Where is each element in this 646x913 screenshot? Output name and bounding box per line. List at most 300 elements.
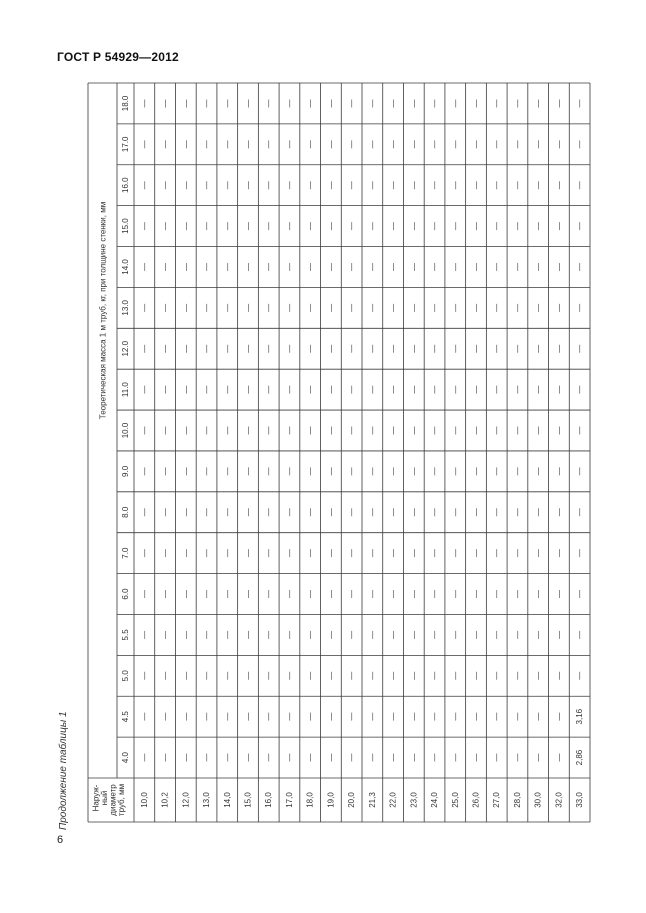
mass-cell: — xyxy=(222,303,232,312)
diameter-cell: 13,0 xyxy=(202,792,212,808)
mass-cell: — xyxy=(243,630,253,639)
mass-cell: — xyxy=(409,222,419,231)
mass-cell: — xyxy=(533,99,543,108)
mass-cell: — xyxy=(181,303,191,312)
mass-cell: — xyxy=(533,549,543,558)
mass-cell: — xyxy=(284,630,294,639)
mass-cell: — xyxy=(533,590,543,599)
mass-cell: — xyxy=(243,712,253,721)
mass-cell: — xyxy=(533,140,543,149)
mass-cell: — xyxy=(450,140,460,149)
mass-cell: — xyxy=(202,508,212,517)
mass-cell: — xyxy=(347,222,357,231)
mass-cell: — xyxy=(471,590,481,599)
mass-cell: — xyxy=(409,181,419,190)
mass-cell: — xyxy=(264,467,274,476)
mass-cell: — xyxy=(347,508,357,517)
mass-cell: — xyxy=(305,262,315,271)
mass-cell: — xyxy=(326,426,336,435)
mass-cell: — xyxy=(492,385,502,394)
mass-cell: — xyxy=(264,549,274,558)
mass-cell: — xyxy=(450,344,460,353)
mass-cell: — xyxy=(264,344,274,353)
mass-cell: — xyxy=(243,671,253,680)
diameter-cell: 22,0 xyxy=(388,792,398,808)
diameter-cell: 27,0 xyxy=(492,792,502,808)
mass-cell: — xyxy=(388,385,398,394)
mass-cell: — xyxy=(305,590,315,599)
mass-cell: — xyxy=(347,303,357,312)
mass-cell: — xyxy=(492,426,502,435)
mass-cell: — xyxy=(326,140,336,149)
mass-cell: — xyxy=(575,222,585,231)
mass-cell: — xyxy=(222,467,232,476)
mass-cell: — xyxy=(492,671,502,680)
mass-cell: — xyxy=(139,426,149,435)
mass-cell: — xyxy=(554,753,564,762)
mass-cell: — xyxy=(139,99,149,108)
diameter-cell: 10,2 xyxy=(160,792,170,808)
mass-cell: — xyxy=(222,590,232,599)
mass-cell: — xyxy=(492,181,502,190)
mass-cell: — xyxy=(284,181,294,190)
mass-cell: — xyxy=(450,549,460,558)
mass-cell: — xyxy=(222,140,232,149)
mass-cell: — xyxy=(305,426,315,435)
mass-cell: — xyxy=(492,99,502,108)
mass-cell: — xyxy=(222,426,232,435)
mass-cell: — xyxy=(388,222,398,231)
thickness-header-5.5: 5.5 xyxy=(121,629,130,641)
mass-cell: — xyxy=(347,385,357,394)
diameter-cell: 18,0 xyxy=(305,792,315,808)
mass-cell: — xyxy=(575,590,585,599)
mass-cell: — xyxy=(160,99,170,108)
mass-cell: — xyxy=(222,753,232,762)
mass-cell: — xyxy=(243,303,253,312)
mass-cell: — xyxy=(575,467,585,476)
mass-cell: 3,16 xyxy=(575,708,585,725)
mass-cell: — xyxy=(367,671,377,680)
document-header: ГОСТ Р 54929—2012 xyxy=(57,50,179,64)
mass-cell: — xyxy=(202,99,212,108)
mass-cell: — xyxy=(139,262,149,271)
mass-cell: — xyxy=(409,671,419,680)
mass-cell: — xyxy=(284,467,294,476)
mass-cell: — xyxy=(181,426,191,435)
thickness-header-18.0: 18.0 xyxy=(121,95,130,112)
mass-cell: — xyxy=(554,671,564,680)
thickness-header-5.0: 5.0 xyxy=(121,670,130,682)
mass-cell: — xyxy=(347,712,357,721)
mass-cell: — xyxy=(388,508,398,517)
mass-cell: — xyxy=(347,630,357,639)
mass-cell: — xyxy=(554,508,564,517)
mass-cell: — xyxy=(139,140,149,149)
mass-cell: — xyxy=(243,426,253,435)
mass-cell: — xyxy=(575,508,585,517)
stub-header-line: диаметр xyxy=(108,784,118,816)
mass-cell: — xyxy=(181,671,191,680)
mass-cell: — xyxy=(409,590,419,599)
mass-cell: — xyxy=(284,262,294,271)
mass-cell: — xyxy=(367,426,377,435)
mass-cell: — xyxy=(222,99,232,108)
mass-cell: — xyxy=(367,753,377,762)
mass-cell: — xyxy=(305,671,315,680)
mass-cell: — xyxy=(388,671,398,680)
mass-cell: — xyxy=(430,140,440,149)
mass-cell: — xyxy=(347,140,357,149)
mass-cell: — xyxy=(471,508,481,517)
mass-cell: — xyxy=(243,222,253,231)
mass-cell: — xyxy=(575,549,585,558)
mass-cell: — xyxy=(181,753,191,762)
mass-cell: — xyxy=(367,590,377,599)
mass-cell: — xyxy=(264,671,274,680)
mass-cell: — xyxy=(305,344,315,353)
mass-cell: — xyxy=(575,385,585,394)
mass-cell: — xyxy=(202,712,212,721)
mass-cell: — xyxy=(160,344,170,353)
mass-cell: — xyxy=(575,303,585,312)
mass-cell: — xyxy=(222,222,232,231)
mass-cell: — xyxy=(512,590,522,599)
mass-cell: — xyxy=(533,344,543,353)
mass-cell: — xyxy=(243,590,253,599)
thickness-header-16.0: 16.0 xyxy=(121,177,130,193)
mass-cell: — xyxy=(264,181,274,190)
mass-cell: — xyxy=(264,262,274,271)
mass-cell: — xyxy=(305,222,315,231)
mass-cell: — xyxy=(430,549,440,558)
mass-cell: — xyxy=(202,385,212,394)
mass-cell: — xyxy=(202,549,212,558)
mass-cell: — xyxy=(181,467,191,476)
stub-header-line: труб, мм xyxy=(117,783,126,817)
mass-cell: — xyxy=(471,181,481,190)
mass-cell: — xyxy=(160,262,170,271)
mass-cell: — xyxy=(243,508,253,517)
mass-cell: — xyxy=(512,344,522,353)
diameter-cell: 33,0 xyxy=(575,792,585,808)
mass-cell: — xyxy=(388,99,398,108)
stub-header-line: ный xyxy=(100,790,109,806)
thickness-header-8.0: 8.0 xyxy=(121,506,130,518)
mass-cell: — xyxy=(471,99,481,108)
mass-cell: — xyxy=(388,590,398,599)
mass-cell: — xyxy=(243,753,253,762)
mass-cell: — xyxy=(367,630,377,639)
group-header: Теоретическая масса 1 м труб, кг, при толщине стенки, мм xyxy=(98,201,108,420)
mass-cell: — xyxy=(492,630,502,639)
thickness-header-13.0: 13.0 xyxy=(121,300,130,316)
mass-cell: — xyxy=(512,99,522,108)
mass-cell: — xyxy=(533,712,543,721)
mass-cell: — xyxy=(492,508,502,517)
mass-cell: — xyxy=(512,753,522,762)
mass-cell: — xyxy=(450,222,460,231)
mass-cell: — xyxy=(367,712,377,721)
mass-cell: — xyxy=(554,385,564,394)
mass-cell: — xyxy=(471,222,481,231)
diameter-cell: 15,0 xyxy=(243,792,253,808)
mass-cell: — xyxy=(264,508,274,517)
mass-cell: — xyxy=(533,426,543,435)
thickness-header-14.0: 14.0 xyxy=(121,259,130,275)
thickness-header-11.0: 11.0 xyxy=(121,382,130,398)
mass-cell: — xyxy=(575,426,585,435)
mass-cell: — xyxy=(430,671,440,680)
diameter-cell: 12,0 xyxy=(181,792,191,808)
mass-cell: — xyxy=(160,385,170,394)
mass-cell: — xyxy=(554,262,564,271)
mass-cell: — xyxy=(575,99,585,108)
mass-cell: — xyxy=(264,385,274,394)
mass-cell: — xyxy=(492,222,502,231)
mass-cell: — xyxy=(326,181,336,190)
mass-cell: — xyxy=(347,467,357,476)
diameter-cell: 23,0 xyxy=(409,792,419,808)
mass-cell: — xyxy=(450,671,460,680)
mass-cell: 2,86 xyxy=(575,749,585,766)
mass-cell: — xyxy=(554,99,564,108)
diameter-cell: 26,0 xyxy=(471,792,481,808)
mass-cell: — xyxy=(533,262,543,271)
mass-cell: — xyxy=(409,385,419,394)
diameter-cell: 19,0 xyxy=(326,792,336,808)
mass-cell: — xyxy=(471,753,481,762)
mass-cell: — xyxy=(575,140,585,149)
mass-cell: — xyxy=(430,303,440,312)
diameter-cell: 32,0 xyxy=(554,792,564,808)
mass-cell: — xyxy=(388,181,398,190)
mass-cell: — xyxy=(512,140,522,149)
mass-cell: — xyxy=(450,712,460,721)
mass-cell: — xyxy=(347,753,357,762)
mass-cell: — xyxy=(305,508,315,517)
mass-cell: — xyxy=(264,140,274,149)
mass-cell: — xyxy=(160,671,170,680)
mass-cell: — xyxy=(554,467,564,476)
mass-cell: — xyxy=(388,753,398,762)
mass-cell: — xyxy=(160,140,170,149)
mass-cell: — xyxy=(533,671,543,680)
mass-cell: — xyxy=(326,262,336,271)
mass-cell: — xyxy=(512,426,522,435)
mass-cell: — xyxy=(450,385,460,394)
thickness-header-4.0: 4.0 xyxy=(121,751,130,764)
mass-cell: — xyxy=(430,222,440,231)
mass-cell: — xyxy=(160,303,170,312)
mass-cell: — xyxy=(492,303,502,312)
mass-cell: — xyxy=(181,590,191,599)
mass-cell: — xyxy=(575,262,585,271)
mass-cell: — xyxy=(471,467,481,476)
thickness-header-4.5: 4.5 xyxy=(121,711,130,723)
mass-cell: — xyxy=(264,99,274,108)
mass-cell: — xyxy=(492,590,502,599)
mass-cell: — xyxy=(512,712,522,721)
mass-cell: — xyxy=(305,99,315,108)
mass-cell: — xyxy=(181,181,191,190)
mass-cell: — xyxy=(388,630,398,639)
mass-cell: — xyxy=(139,385,149,394)
mass-cell: — xyxy=(471,262,481,271)
mass-cell: — xyxy=(409,303,419,312)
mass-cell: — xyxy=(554,590,564,599)
mass-cell: — xyxy=(326,222,336,231)
thickness-header-10.0: 10.0 xyxy=(121,422,130,439)
mass-cell: — xyxy=(533,181,543,190)
mass-cell: — xyxy=(575,630,585,639)
mass-cell: — xyxy=(430,467,440,476)
mass-cell: — xyxy=(202,303,212,312)
mass-cell: — xyxy=(284,753,294,762)
mass-cell: — xyxy=(347,671,357,680)
mass-cell: — xyxy=(575,671,585,680)
mass-cell: — xyxy=(367,467,377,476)
diameter-cell: 30,0 xyxy=(533,792,543,808)
mass-cell: — xyxy=(471,344,481,353)
mass-cell: — xyxy=(492,467,502,476)
mass-cell: — xyxy=(409,344,419,353)
mass-cell: — xyxy=(409,549,419,558)
mass-cell: — xyxy=(554,712,564,721)
mass-cell: — xyxy=(533,753,543,762)
mass-cell: — xyxy=(347,262,357,271)
mass-cell: — xyxy=(139,671,149,680)
mass-cell: — xyxy=(492,344,502,353)
mass-cell: — xyxy=(222,671,232,680)
mass-cell: — xyxy=(326,303,336,312)
mass-cell: — xyxy=(367,508,377,517)
mass-cell: — xyxy=(450,753,460,762)
mass-cell: — xyxy=(554,344,564,353)
mass-cell: — xyxy=(243,549,253,558)
mass-cell: — xyxy=(409,262,419,271)
mass-cell: — xyxy=(430,508,440,517)
mass-cell: — xyxy=(450,508,460,517)
mass-cell: — xyxy=(533,467,543,476)
mass-cell: — xyxy=(139,630,149,639)
mass-cell: — xyxy=(222,385,232,394)
mass-cell: — xyxy=(181,262,191,271)
mass-cell: — xyxy=(533,303,543,312)
mass-cell: — xyxy=(202,426,212,435)
mass-cell: — xyxy=(512,549,522,558)
mass-cell: — xyxy=(450,467,460,476)
thickness-header-7.0: 7.0 xyxy=(121,547,130,559)
mass-cell: — xyxy=(222,181,232,190)
mass-cell: — xyxy=(222,549,232,558)
mass-cell: — xyxy=(367,99,377,108)
mass-cell: — xyxy=(139,222,149,231)
mass-cell: — xyxy=(347,181,357,190)
mass-cell: — xyxy=(409,426,419,435)
mass-cell: — xyxy=(326,467,336,476)
mass-cell: — xyxy=(409,712,419,721)
mass-cell: — xyxy=(367,344,377,353)
mass-cell: — xyxy=(222,344,232,353)
mass-cell: — xyxy=(367,303,377,312)
mass-cell: — xyxy=(554,181,564,190)
mass-cell: — xyxy=(554,630,564,639)
mass-cell: — xyxy=(181,222,191,231)
mass-cell: — xyxy=(347,426,357,435)
mass-cell: — xyxy=(512,385,522,394)
mass-cell: — xyxy=(367,140,377,149)
mass-cell: — xyxy=(367,385,377,394)
mass-cell: — xyxy=(160,590,170,599)
mass-cell: — xyxy=(305,630,315,639)
mass-cell: — xyxy=(202,630,212,639)
mass-cell: — xyxy=(160,508,170,517)
mass-cell: — xyxy=(160,630,170,639)
mass-cell: — xyxy=(492,140,502,149)
thickness-header-17.0: 17.0 xyxy=(121,136,130,153)
thickness-header-12.0: 12.0 xyxy=(121,340,130,357)
mass-cell: — xyxy=(326,671,336,680)
mass-cell: — xyxy=(243,181,253,190)
mass-cell: — xyxy=(409,99,419,108)
mass-cell: — xyxy=(284,140,294,149)
mass-cell: — xyxy=(554,222,564,231)
mass-cell: — xyxy=(471,426,481,435)
mass-cell: — xyxy=(139,590,149,599)
mass-cell: — xyxy=(326,99,336,108)
mass-cell: — xyxy=(305,712,315,721)
mass-cell: — xyxy=(512,630,522,639)
mass-cell: — xyxy=(326,549,336,558)
mass-cell: — xyxy=(305,549,315,558)
mass-cell: — xyxy=(243,140,253,149)
mass-cell: — xyxy=(450,262,460,271)
mass-cell: — xyxy=(160,467,170,476)
diameter-cell: 25,0 xyxy=(450,792,460,808)
diameter-cell: 14,0 xyxy=(222,792,232,808)
mass-cell: — xyxy=(388,712,398,721)
mass-cell: — xyxy=(575,181,585,190)
mass-cell: — xyxy=(222,508,232,517)
mass-cell: — xyxy=(284,426,294,435)
mass-cell: — xyxy=(533,508,543,517)
mass-cell: — xyxy=(450,426,460,435)
mass-cell: — xyxy=(326,344,336,353)
mass-cell: — xyxy=(388,140,398,149)
mass-cell: — xyxy=(284,385,294,394)
mass-cell: — xyxy=(202,262,212,271)
mass-cell: — xyxy=(450,181,460,190)
mass-cell: — xyxy=(264,753,274,762)
mass-cell: — xyxy=(430,262,440,271)
mass-cell: — xyxy=(160,181,170,190)
mass-cell: — xyxy=(512,508,522,517)
mass-cell: — xyxy=(492,712,502,721)
mass-cell: — xyxy=(430,712,440,721)
mass-cell: — xyxy=(264,303,274,312)
mass-cell: — xyxy=(326,590,336,599)
mass-cell: — xyxy=(512,181,522,190)
mass-cell: — xyxy=(326,753,336,762)
mass-cell: — xyxy=(554,549,564,558)
mass-cell: — xyxy=(202,222,212,231)
mass-cell: — xyxy=(139,467,149,476)
mass-cell: — xyxy=(202,590,212,599)
mass-cell: — xyxy=(160,426,170,435)
table-cells xyxy=(92,95,585,816)
thickness-header-6.0: 6.0 xyxy=(121,588,130,600)
